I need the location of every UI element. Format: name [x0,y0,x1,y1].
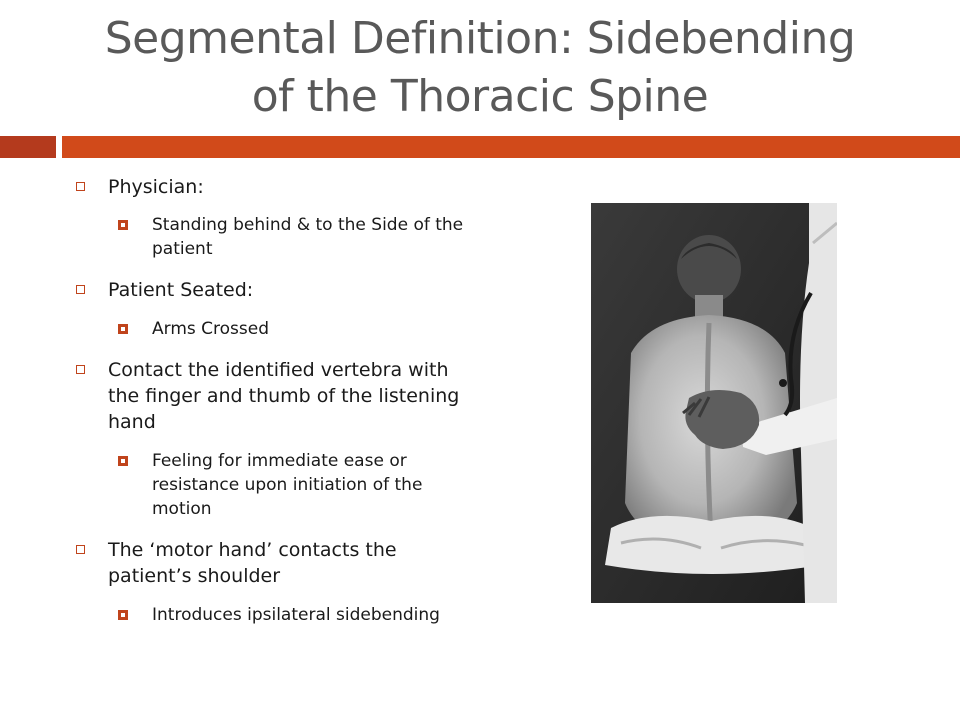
bullet-item [74,174,474,200]
title-rule-left [0,136,56,158]
sub-bullet-item [74,603,474,627]
sub-bullet-item [74,213,474,261]
filled-square-bullet-icon [118,220,128,230]
title-rule-right [62,136,960,158]
filled-square-bullet-icon [118,324,128,334]
photo-illustration [591,203,837,603]
bullet-item [74,357,474,435]
slide-title-line-2: of the Thoracic Spine [251,71,709,122]
sub-bullet-text: Arms Crossed [152,319,269,339]
hollow-square-bullet-icon [76,285,85,294]
hollow-square-bullet-icon [76,365,85,374]
bullet-list [74,174,474,627]
hollow-square-bullet-icon [76,182,85,191]
slide-title-line-1: Segmental Definition: Sidebending [104,13,856,64]
bullet-text: Physician: [108,176,204,198]
sub-bullet-item [74,449,474,521]
sub-bullet-item [74,317,474,341]
bullet-text: Patient Seated: [108,279,254,301]
slide-title [40,10,920,126]
filled-square-bullet-icon [118,610,128,620]
photo-physician-palpating-patient-back [591,203,837,603]
sub-bullet-text: Introduces ipsilateral sidebending [152,605,440,625]
bullet-item [74,277,474,303]
bullet-text: The ‘motor hand’ contacts the patient’s shoulder [108,539,397,587]
filled-square-bullet-icon [118,456,128,466]
hollow-square-bullet-icon [76,545,85,554]
sub-bullet-text: Standing behind & to the Side of the patient [152,215,464,259]
bullet-item [74,537,474,589]
bullet-text: Contact the identified vertebra with the finger and thumb of the listening hand [108,359,460,433]
sub-bullet-text: Feeling for immediate ease or resistance upon initiation of the motion [152,451,423,519]
